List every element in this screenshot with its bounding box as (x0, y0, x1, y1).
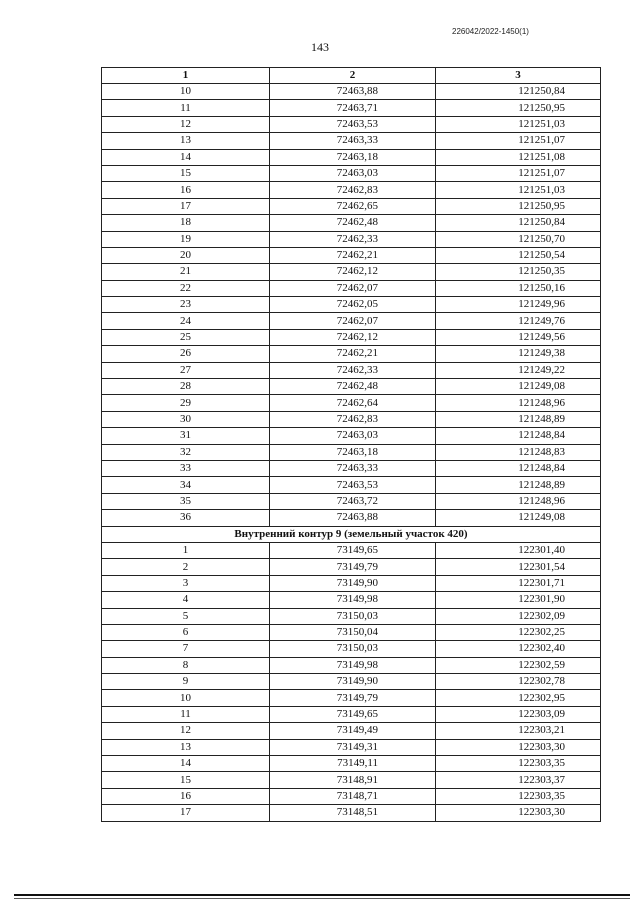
point-number: 4 (102, 592, 270, 608)
table-row (102, 329, 601, 345)
y-coordinate: 122302,95 (436, 690, 601, 706)
y-coordinate: 121250,16 (436, 280, 601, 296)
table-row (102, 608, 601, 624)
point-number: 22 (102, 280, 270, 296)
x-coordinate: 72463,72 (270, 493, 436, 509)
x-coordinate: 72462,83 (270, 182, 436, 198)
x-coordinate: 72462,64 (270, 395, 436, 411)
y-coordinate: 122302,25 (436, 624, 601, 640)
x-coordinate: 72463,71 (270, 100, 436, 116)
x-coordinate: 72463,88 (270, 84, 436, 100)
x-coordinate: 72463,88 (270, 510, 436, 526)
point-number: 6 (102, 624, 270, 640)
point-number: 13 (102, 133, 270, 149)
point-number: 18 (102, 215, 270, 231)
table-row (102, 133, 601, 149)
table-row (102, 493, 601, 509)
point-number: 23 (102, 297, 270, 313)
point-number: 16 (102, 788, 270, 804)
y-coordinate: 122301,54 (436, 559, 601, 575)
table-row (102, 313, 601, 329)
x-coordinate: 73149,98 (270, 592, 436, 608)
x-coordinate: 72462,12 (270, 329, 436, 345)
x-coordinate: 72462,21 (270, 247, 436, 263)
y-coordinate: 121248,96 (436, 395, 601, 411)
table-row (102, 264, 601, 280)
x-coordinate: 72462,48 (270, 379, 436, 395)
x-coordinate: 73149,11 (270, 756, 436, 772)
y-coordinate: 121249,38 (436, 346, 601, 362)
x-coordinate: 72462,48 (270, 215, 436, 231)
y-coordinate: 121248,89 (436, 411, 601, 427)
table-row (102, 247, 601, 263)
y-coordinate: 122303,09 (436, 706, 601, 722)
y-coordinate: 121248,83 (436, 444, 601, 460)
y-coordinate: 121251,03 (436, 182, 601, 198)
x-coordinate: 72462,21 (270, 346, 436, 362)
y-coordinate: 121249,08 (436, 510, 601, 526)
table-row (102, 756, 601, 772)
x-coordinate: 72463,53 (270, 477, 436, 493)
point-number: 33 (102, 460, 270, 476)
x-coordinate: 73149,98 (270, 657, 436, 673)
table-row (102, 641, 601, 657)
y-coordinate: 121251,07 (436, 133, 601, 149)
table-row (102, 805, 601, 821)
point-number: 35 (102, 493, 270, 509)
table-row (102, 297, 601, 313)
point-number: 5 (102, 608, 270, 624)
table-row (102, 723, 601, 739)
point-number: 10 (102, 690, 270, 706)
x-coordinate: 72462,05 (270, 297, 436, 313)
point-number: 34 (102, 477, 270, 493)
point-number: 17 (102, 198, 270, 214)
x-coordinate: 72462,12 (270, 264, 436, 280)
table-row (102, 379, 601, 395)
y-coordinate: 121248,96 (436, 493, 601, 509)
point-number: 31 (102, 428, 270, 444)
point-number: 30 (102, 411, 270, 427)
table-row (102, 510, 601, 526)
y-coordinate: 122301,90 (436, 592, 601, 608)
point-number: 32 (102, 444, 270, 460)
point-number: 14 (102, 149, 270, 165)
section-row (102, 526, 601, 542)
table-row (102, 657, 601, 673)
table-row (102, 411, 601, 427)
table-row (102, 231, 601, 247)
x-coordinate: 72463,33 (270, 133, 436, 149)
x-coordinate: 72462,07 (270, 280, 436, 296)
x-coordinate: 72463,18 (270, 444, 436, 460)
y-coordinate: 121250,95 (436, 100, 601, 116)
x-coordinate: 72463,03 (270, 165, 436, 181)
table-row (102, 772, 601, 788)
x-coordinate: 72462,33 (270, 231, 436, 247)
y-coordinate: 122302,78 (436, 674, 601, 690)
point-number: 12 (102, 723, 270, 739)
x-coordinate: 73149,65 (270, 542, 436, 558)
point-number: 11 (102, 706, 270, 722)
y-coordinate: 121249,22 (436, 362, 601, 378)
x-coordinate: 73148,91 (270, 772, 436, 788)
point-number: 29 (102, 395, 270, 411)
y-coordinate: 122303,35 (436, 788, 601, 804)
footer-rule (14, 894, 630, 896)
x-coordinate: 73149,65 (270, 706, 436, 722)
point-number: 16 (102, 182, 270, 198)
y-coordinate: 122301,40 (436, 542, 601, 558)
x-coordinate: 73149,49 (270, 723, 436, 739)
point-number: 12 (102, 116, 270, 132)
y-coordinate: 121249,56 (436, 329, 601, 345)
table-row (102, 788, 601, 804)
x-coordinate: 72462,65 (270, 198, 436, 214)
x-coordinate: 72463,53 (270, 116, 436, 132)
table-row (102, 149, 601, 165)
x-coordinate: 73150,04 (270, 624, 436, 640)
y-coordinate: 122303,30 (436, 805, 601, 821)
column-header: 3 (436, 68, 601, 84)
y-coordinate: 122303,21 (436, 723, 601, 739)
table-row (102, 428, 601, 444)
table-row (102, 182, 601, 198)
x-coordinate: 73150,03 (270, 608, 436, 624)
table-row (102, 690, 601, 706)
point-number: 3 (102, 575, 270, 591)
y-coordinate: 121250,84 (436, 84, 601, 100)
y-coordinate: 122303,37 (436, 772, 601, 788)
table-row (102, 592, 601, 608)
point-number: 10 (102, 84, 270, 100)
table-row (102, 346, 601, 362)
y-coordinate: 121248,84 (436, 460, 601, 476)
page-number: 143 (311, 40, 329, 54)
x-coordinate: 73149,90 (270, 575, 436, 591)
y-coordinate: 121250,70 (436, 231, 601, 247)
point-number: 14 (102, 756, 270, 772)
point-number: 8 (102, 657, 270, 673)
x-coordinate: 73148,71 (270, 788, 436, 804)
y-coordinate: 121248,89 (436, 477, 601, 493)
point-number: 36 (102, 510, 270, 526)
table-row (102, 362, 601, 378)
table-body-contour-a (102, 84, 601, 527)
y-coordinate: 121250,84 (436, 215, 601, 231)
y-coordinate: 121249,08 (436, 379, 601, 395)
column-header: 2 (270, 68, 436, 84)
x-coordinate: 73150,03 (270, 641, 436, 657)
table-row (102, 706, 601, 722)
point-number: 24 (102, 313, 270, 329)
point-number: 13 (102, 739, 270, 755)
table-row (102, 280, 601, 296)
point-number: 21 (102, 264, 270, 280)
table-row (102, 542, 601, 558)
point-number: 2 (102, 559, 270, 575)
point-number: 26 (102, 346, 270, 362)
point-number: 25 (102, 329, 270, 345)
document-number: 226042/2022-1450(1) (452, 27, 529, 36)
table-row (102, 477, 601, 493)
table-row (102, 395, 601, 411)
y-coordinate: 121249,96 (436, 297, 601, 313)
y-coordinate: 121251,08 (436, 149, 601, 165)
coordinates-table (101, 67, 601, 822)
x-coordinate: 72462,83 (270, 411, 436, 427)
point-number: 1 (102, 542, 270, 558)
y-coordinate: 122301,71 (436, 575, 601, 591)
x-coordinate: 73149,90 (270, 674, 436, 690)
y-coordinate: 121251,03 (436, 116, 601, 132)
table-row (102, 559, 601, 575)
point-number: 27 (102, 362, 270, 378)
section-title: Внутренний контур 9 (земельный участок 420) (102, 526, 601, 542)
table-row (102, 575, 601, 591)
y-coordinate: 121250,95 (436, 198, 601, 214)
y-coordinate: 121249,76 (436, 313, 601, 329)
y-coordinate: 121251,07 (436, 165, 601, 181)
x-coordinate: 73149,31 (270, 739, 436, 755)
point-number: 7 (102, 641, 270, 657)
point-number: 15 (102, 165, 270, 181)
x-coordinate: 73148,51 (270, 805, 436, 821)
table-row (102, 215, 601, 231)
x-coordinate: 73149,79 (270, 559, 436, 575)
point-number: 11 (102, 100, 270, 116)
table-row (102, 198, 601, 214)
y-coordinate: 122302,09 (436, 608, 601, 624)
x-coordinate: 72463,33 (270, 460, 436, 476)
footer-rule-thin (14, 898, 630, 899)
column-header: 1 (102, 68, 270, 84)
x-coordinate: 72462,07 (270, 313, 436, 329)
point-number: 28 (102, 379, 270, 395)
table-row (102, 165, 601, 181)
point-number: 9 (102, 674, 270, 690)
y-coordinate: 122303,30 (436, 739, 601, 755)
table-row (102, 444, 601, 460)
table-body-contour-9 (102, 542, 601, 821)
x-coordinate: 72463,18 (270, 149, 436, 165)
table-row (102, 84, 601, 100)
point-number: 19 (102, 231, 270, 247)
point-number: 20 (102, 247, 270, 263)
table-header-row (102, 68, 601, 84)
table-row (102, 624, 601, 640)
y-coordinate: 121250,35 (436, 264, 601, 280)
x-coordinate: 72463,03 (270, 428, 436, 444)
y-coordinate: 121250,54 (436, 247, 601, 263)
x-coordinate: 72462,33 (270, 362, 436, 378)
table-row (102, 674, 601, 690)
point-number: 15 (102, 772, 270, 788)
point-number: 17 (102, 805, 270, 821)
y-coordinate: 122303,35 (436, 756, 601, 772)
x-coordinate: 73149,79 (270, 690, 436, 706)
table-row (102, 116, 601, 132)
table-row (102, 100, 601, 116)
table-row (102, 739, 601, 755)
y-coordinate: 122302,40 (436, 641, 601, 657)
table-row (102, 460, 601, 476)
y-coordinate: 121248,84 (436, 428, 601, 444)
y-coordinate: 122302,59 (436, 657, 601, 673)
